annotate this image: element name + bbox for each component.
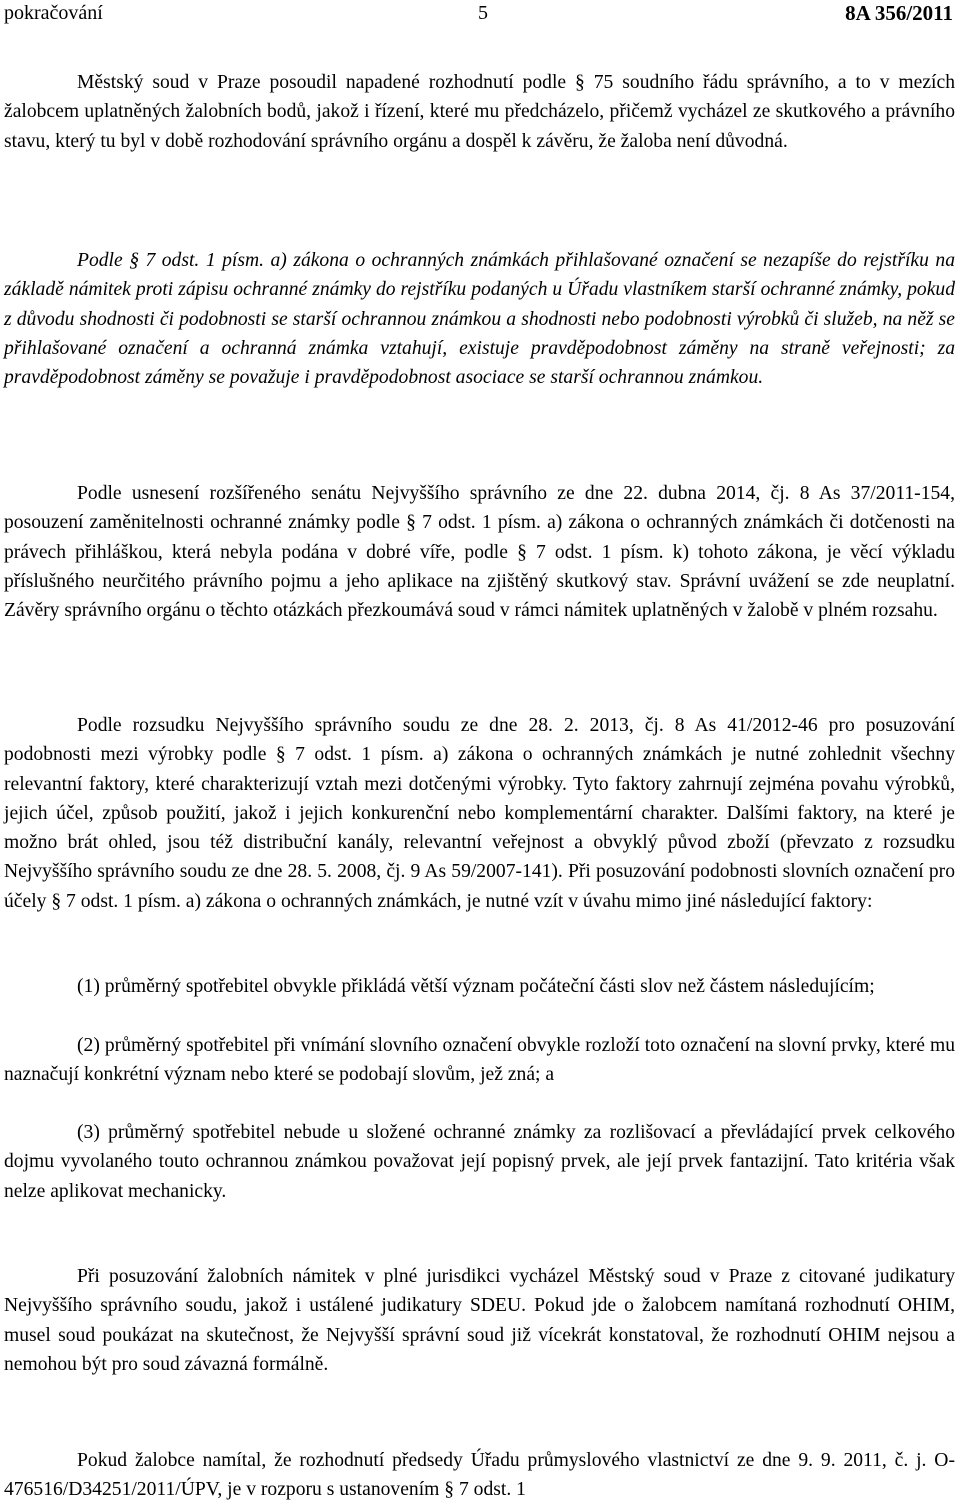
list-item-factor-2: (2) průměrný spotřebitel při vnímání slovního označení obvykle rozloží toto označení na slovní prvky, které mu naznačují konkrétní význam nebo které se podobají slovům, jež zná; a bbox=[4, 1035, 955, 1086]
paragraph-plaintiff-objection: Pokud žalobce namítal, že rozhodnutí předsedy Úřadu průmyslového vlastnictví ze dne 9. 9. 2011, č. j. O-476516/D34251/2011/ÚPV, je v rozporu s ustanovením § 7 odst. 1 bbox=[4, 1450, 955, 1501]
paragraph-extended-senate: Podle usnesení rozšířeného senátu Nejvyššího správního ze dne 22. dubna 2014, čj. 8 As 37/2011-154, posouzení zaměnitelnosti ochranné známky podle § 7 odst. 1 písm. a) zákona o ochranných známkách či dotčenosti na právech přihláškou, která nebyla podána v dobré víře, podle § 7 odst. 1 písm. k) tohoto zákona, je věcí výkladu příslušného neurčitého právního pojmu a jeho aplikace na zjištěný skutkový stav. Správní uvážení se zde neuplatní. Závěry správního orgánu o těchto otázkách přezkoumává soud v rámci námitek uplatněných v žalobě v plném rozsahu. bbox=[4, 483, 955, 622]
list-item-factor-1: (1) průměrný spotřebitel obvykle přikládá větší význam počáteční části slov než částem následujícím; bbox=[77, 976, 875, 997]
paragraph-supreme-court-judgment: Podle rozsudku Nejvyššího správního soudu ze dne 28. 2. 2013, čj. 8 As 41/2012-46 pro posuzování podobnosti mezi výrobky podle § 7 odst. 1 písm. a) zákona o ochranných známkách je nutné zohlednit všechny relevantní faktory, které charakterizují vztah mezi dotčenými výrobky. Tyto faktory zahrnují zejména povahu výrobků, jejich účel, způsob použití, jakož i jejich konkurenční nebo komplementární charakter. Dalšími faktory, na které je možno brát ohled, jsou též distribuční kanály, relevantní veřejnost a obvyklý původ zboží (převzato z rozsudku Nejvyššího správního soudu ze dne 28. 5. 2008, čj. 9 As 59/2007-141). Při posuzování podobnosti slovních označení pro účely § 7 odst. 1 písm. a) zákona o ochranných známkách, je nutné vzít v úvahu mimo jiné následující faktory: bbox=[4, 715, 955, 912]
header-case-number: 8A 356/2011 bbox=[845, 1, 953, 25]
paragraph-court-reasoning: Při posuzování žalobních námitek v plné jurisdikci vycházel Městský soud v Praze z citované judikatury Nejvyššího správního soudu, jakož i ustálené judikatury SDEU. Pokud jde o žalobcem namítaná rozhodnutí OHIM, musel soud poukázat na skutečnost, že Nejvyšší správní soud již vícekrát konstatoval, že rozhodnutí OHIM nejsou a nemohou být pro soud závazná formálně. bbox=[4, 1266, 955, 1375]
page-header bbox=[4, 0, 953, 28]
list-item-factor-3: (3) průměrný spotřebitel nebude u složené ochranné známky za rozlišovací a převládající prvek celkového dojmu vyvolaného touto ochrannou známkou považovat její popisný prvek, ale její prvek fantazijní. Tato kritéria však nelze aplikovat mechanicky. bbox=[4, 1122, 955, 1202]
header-page-number: 5 bbox=[478, 2, 488, 24]
paragraph-assessment: Městský soud v Praze posoudil napadené rozhodnutí podle § 75 soudního řádu správního, a to v mezích žalobcem uplatněných žalobních bodů, jakož i řízení, které mu předcházelo, přičemž vycházel ze skutkového a právního stavu, který tu byl v době rozhodování správního orgánu a dospěl k závěru, že žaloba není důvodná. bbox=[4, 72, 955, 152]
paragraph-statute-quote: Podle § 7 odst. 1 písm. a) zákona o ochranných známkách přihlašované označení se nezapíše do rejstříku na základě námitek proti zápisu ochranné známky do rejstříku podaných u Úřadu vlastníkem starší ochranné známky, pokud z důvodu shodnosti či podobnosti se starší ochrannou známkou a shodnosti nebo podobnosti výrobků či služeb, na něž se přihlašované označení a ochranná známka vztahují, existuje pravděpodobnost záměny na straně veřejnosti; za pravděpodobnost záměny se považuje i pravděpodobnost asociace se starší ochrannou známkou. bbox=[4, 250, 955, 389]
header-continuation-label: pokračování bbox=[4, 2, 103, 24]
